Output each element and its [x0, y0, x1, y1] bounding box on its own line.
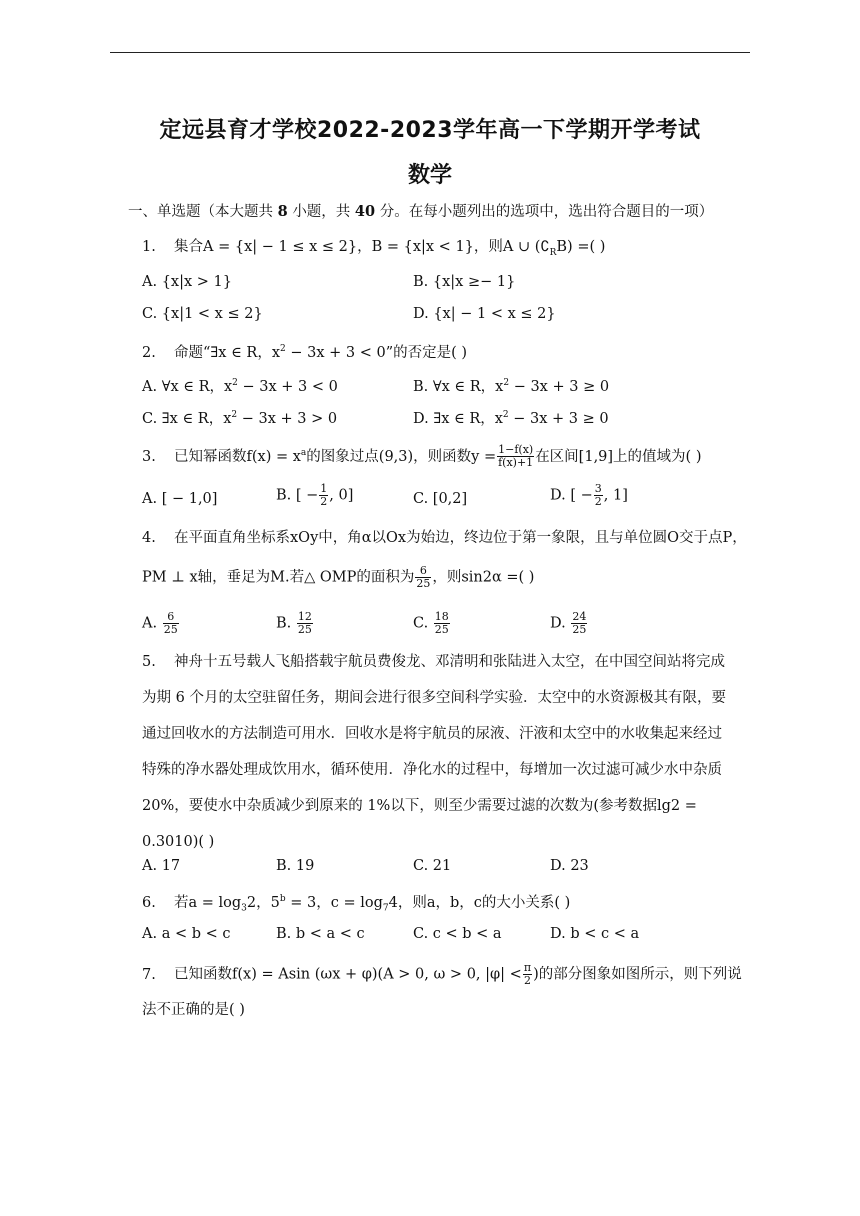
question-6-stem: 6. 若$a = \log_32$，$5^b = 3$，$c = \log_74$，则a，b，c的大小关系( )	[142, 894, 571, 914]
question-4-option-c[interactable]: C. $\frac{18}{25}$	[413, 610, 449, 636]
question-4-stem-line1: 4. 在平面直角坐标系xOy中，角α以Ox为始边，终边位于第一象限，且与单位圆O交于点P，	[142, 530, 747, 546]
question-2-option-c[interactable]: C. ∃x ∈ R，$x^2 - 3x + 3 > 0$	[142, 410, 338, 427]
question-6-option-b[interactable]: B. b < a < c	[276, 926, 365, 942]
question-6-option-c[interactable]: C. c < b < a	[413, 926, 502, 942]
question-3-option-c[interactable]: C. [0,2]	[413, 491, 468, 507]
question-3-option-d[interactable]: D. [ − $\frac{3}{2}$ , 1]	[550, 482, 628, 508]
question-5-line3: 通过回收水的方法制造可用水．回收水是将宇航员的尿液、汗液和太空中的水收集起来经过	[142, 726, 722, 742]
question-1-option-d[interactable]: D. {x| − 1 < x ≤ 2}	[413, 306, 556, 322]
question-5-line4: 特殊的净水器处理成饮用水，循环使用．净化水的过程中，每增加一次过滤可减少水中杂质	[142, 762, 722, 778]
header-rule	[110, 52, 750, 53]
question-2-option-d[interactable]: D. ∃x ∈ R，$x^2 - 3x + 3 \ge 0$	[413, 410, 609, 427]
question-1-option-b[interactable]: B. {x|x ≥− 1}	[413, 274, 516, 290]
question-4-option-a[interactable]: A. $\frac{6}{25}$	[142, 610, 178, 636]
subject-title: 数学	[407, 163, 452, 188]
question-3-stem: 3. 已知幂函数$f(x) = x^a$的图象过点(9,3)，则函数y = $\frac{1-f(x)}{f(x)+1}$ 在区间[1,9]上的值域为( )	[142, 443, 702, 470]
question-6-option-d[interactable]: D. b < c < a	[550, 926, 640, 942]
question-5-line1: 5. 神舟十五号载人飞船搭载宇航员费俊龙、邓清明和张陆进入太空，在中国空间站将完成	[142, 654, 725, 670]
question-1-option-c[interactable]: C. {x|1 < x ≤ 2}	[142, 306, 263, 322]
question-5-option-a[interactable]: A. 17	[142, 858, 181, 874]
exam-title: 定远县育才学校2022-2023学年高一下学期开学考试	[159, 118, 701, 143]
question-2-stem: 2. 命题“∃x ∈ R，$x^2 - 3x + 3 < 0$”的否定是( )	[142, 344, 468, 361]
question-5-line2: 为期 6 个月的太空驻留任务，期间会进行很多空间科学实验．太空中的水资源极其有限，要	[142, 690, 726, 706]
function-fraction: $\frac{1-f(x)}{f(x)+1}$	[498, 443, 534, 470]
question-7-stem-line2: 法不正确的是( )	[142, 1002, 245, 1018]
question-7-stem-line1: 7. 已知函数f(x) = Asin (ωx + φ)(A > 0, ω > 0, |φ| < $\frac{\pi}{2}$ )的部分图象如图所示，则下列说	[142, 961, 742, 987]
question-5-line5: 20%，要使水中杂质减少到原来的 1%以下，则至少需要过滤的次数为(参考数据lg2 =	[142, 798, 697, 814]
question-6-option-a[interactable]: A. a < b < c	[142, 926, 231, 942]
question-2-option-a[interactable]: A. ∀x ∈ R，$x^2 - 3x + 3 < 0$	[142, 378, 338, 395]
question-3-option-a[interactable]: A. [ − 1,0]	[142, 491, 218, 507]
question-5-option-c[interactable]: C. 21	[413, 858, 452, 874]
question-4-option-d[interactable]: D. $\frac{24}{25}$	[550, 610, 587, 636]
question-5-option-d[interactable]: D. 23	[550, 858, 589, 874]
question-5-option-b[interactable]: B. 19	[276, 858, 315, 874]
question-2-option-b[interactable]: B. ∀x ∈ R，$x^2 - 3x + 3 \ge 0$	[413, 378, 610, 395]
question-4-option-b[interactable]: B. $\frac{12}{25}$	[276, 610, 312, 636]
question-3-option-b[interactable]: B. [ − $\frac{1}{2}$ , 0]	[276, 482, 354, 508]
question-1-stem: 1. 集合A = {x| − 1 ≤ x ≤ 2}，B = {x|x < 1}，则A ∪ $(∁_RB)$ =( )	[142, 239, 606, 258]
question-5-line6: 0.3010)( )	[142, 834, 215, 850]
question-4-stem-line2: PM ⊥ x轴，垂足为M.若△ OMP的面积为 $\frac{6}{25}$ ，则sin2α =( )	[142, 564, 535, 590]
section-heading: 一、单选题（本大题共 8 小题，共 40 分。在每小题列出的选项中，选出符合题目的一项）	[128, 203, 714, 220]
question-1-option-a[interactable]: A. {x|x > 1}	[142, 274, 232, 290]
